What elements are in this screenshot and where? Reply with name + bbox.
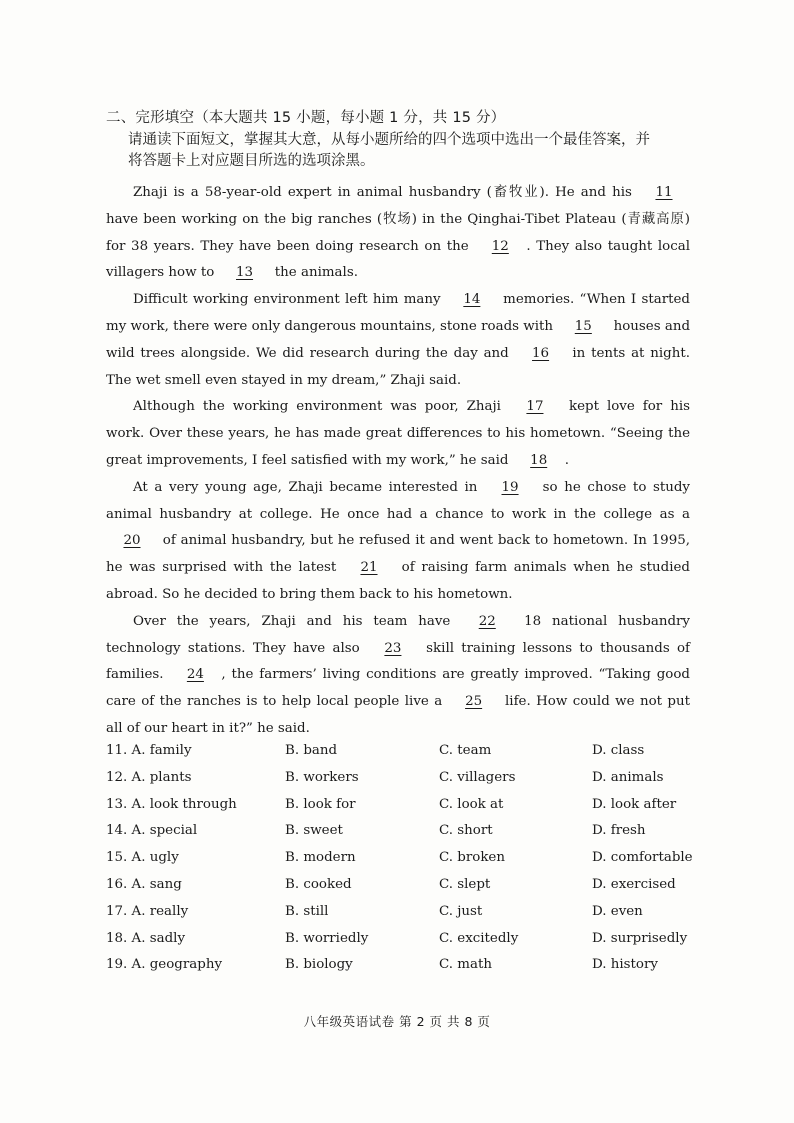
passage-text: Although the working environment was poor, Zhaji (133, 399, 509, 415)
passage-text: the animals. (270, 265, 358, 281)
page-footer: 八年级英语试卷 第 2 页 共 8 页 (303, 1014, 491, 1029)
instruction-line: 将答题卡上对应题目所选的选项涂黑。 (128, 153, 375, 169)
option-b: B. modern (285, 850, 356, 866)
option-a: 17. A. really (106, 903, 189, 919)
blank-20: 20 (123, 533, 141, 549)
passage-paragraph-1 (106, 180, 690, 287)
option-row-12 (106, 765, 706, 792)
passage-text: Over the years, Zhaji and his team have (133, 613, 462, 629)
passage-text: memories. “When I started my work, there were only dangerous mountains, stone roads with (106, 292, 691, 334)
passage-text: . They also taught local villagers how to (106, 238, 691, 281)
passage-text: have been working on the big ranches (牧场) in the Qinghai-Tibet Plateau (青藏高原) for 38 years. They have been doing research on the (106, 211, 690, 254)
option-b: B. band (285, 743, 338, 758)
option-a: 18. A. sadly (106, 930, 186, 946)
blank-24: 24 (186, 667, 204, 683)
option-a: 19. A. geography (106, 957, 223, 973)
option-row-17 (106, 899, 706, 926)
blank-15: 15 (574, 318, 592, 334)
option-c: C. team (439, 743, 492, 758)
passage-text: of animal husbandry, but he refused it and went back to hometown. In 1995, he was surprised with the latest (106, 533, 690, 576)
option-b: B. workers (285, 769, 359, 785)
option-b: B. biology (285, 957, 353, 973)
passage-text: life. How could we not put all of our heart in it?” he said. (106, 694, 690, 736)
option-b: B. still (285, 903, 329, 919)
option-c: C. villagers (439, 769, 516, 785)
passage-text: 18 national husbandry technology stations. They have also (106, 613, 690, 656)
option-row-18 (106, 926, 706, 953)
passage-text: Difficult working environment left him many (133, 292, 446, 308)
option-b: B. sweet (285, 823, 343, 839)
blank-17: 17 (526, 399, 544, 415)
option-d: D. fresh (592, 823, 646, 839)
option-c: C. broken (439, 850, 505, 866)
option-c: C. math (439, 957, 492, 973)
option-a: 12. A. plants (106, 769, 192, 785)
passage-text: , the farmers’ living conditions are greatly improved. “Taking good care of the ranches is to help local people live a (106, 667, 690, 710)
answer-options (106, 738, 706, 979)
blank-22: 22 (478, 613, 496, 629)
option-b: B. cooked (285, 876, 352, 892)
option-d: D. animals (592, 769, 664, 785)
option-c: C. just (439, 903, 483, 919)
option-a: 11. A. family (106, 743, 192, 758)
passage-text: in tents at night. The wet smell even stayed in my dream,” Zhaji said. (106, 345, 690, 388)
option-a: 15. A. ugly (106, 850, 179, 866)
blank-13: 13 (236, 265, 254, 281)
option-row-14 (106, 818, 706, 845)
blank-18: 18 (530, 452, 548, 468)
blank-19: 19 (501, 479, 519, 495)
option-c: C. slept (439, 876, 491, 892)
cloze-passage (106, 180, 690, 743)
option-b: B. look for (285, 796, 356, 812)
passage-text: Zhaji is a 58-year-old expert in animal husbandry (畜牧业). He and his (133, 185, 638, 200)
option-d: D. exercised (592, 876, 676, 892)
passage-text: . (564, 452, 569, 468)
option-row-16 (106, 872, 706, 899)
blank-21: 21 (360, 560, 378, 576)
blank-14: 14 (463, 292, 481, 308)
instruction-line: 请通读下面短文，掌握其大意，从每小题所给的四个选项中选出一个最佳答案，并 (128, 132, 650, 148)
passage-paragraph-2 (106, 287, 690, 394)
blank-16: 16 (532, 345, 550, 361)
blank-11: 11 (655, 185, 673, 200)
passage-text: houses and wild trees alongside. We did research during the day and (106, 318, 691, 361)
passage-paragraph-4 (106, 475, 690, 609)
passage-text: of raising farm animals when he studied abroad. So he decided to bring them back to his hometown. (106, 560, 690, 602)
passage-text: so he chose to study animal husbandry at college. He once had a chance to work in the college as a (106, 479, 690, 522)
option-c: C. look at (439, 796, 504, 812)
option-d: D. history (592, 957, 658, 973)
option-b: B. worriedly (285, 930, 369, 946)
passage-paragraph-3 (106, 394, 690, 474)
option-c: C. excitedly (439, 930, 519, 946)
passage-text: At a very young age, Zhaji became interested in (133, 479, 485, 495)
section-instructions (128, 130, 698, 172)
option-row-13 (106, 792, 706, 819)
option-d: D. look after (592, 796, 677, 812)
blank-23: 23 (384, 640, 402, 656)
option-a: 13. A. look through (106, 796, 237, 812)
section-heading: 二、完形填空（本大题共 15 小题，每小题 1 分，共 15 分） (106, 110, 506, 126)
passage-text: kept love for his work. Over these years, he has made great differences to his hometown. “Seeing the great improvements, I feel satisfied with my work,” he said (106, 399, 690, 468)
option-a: 14. A. special (106, 823, 198, 839)
option-d: D. class (592, 743, 645, 758)
option-row-19 (106, 952, 706, 979)
option-d: D. even (592, 903, 643, 919)
option-row-15 (106, 845, 706, 872)
option-d: D. comfortable (592, 850, 693, 866)
passage-text: skill training lessons to thousands of families. (106, 640, 691, 683)
option-c: C. short (439, 823, 493, 839)
option-row-11 (106, 738, 706, 765)
blank-25: 25 (465, 694, 483, 710)
blank-12: 12 (491, 238, 509, 254)
passage-paragraph-5 (106, 609, 690, 743)
option-a: 16. A. sang (106, 876, 182, 892)
option-d: D. surprisedly (592, 930, 688, 946)
